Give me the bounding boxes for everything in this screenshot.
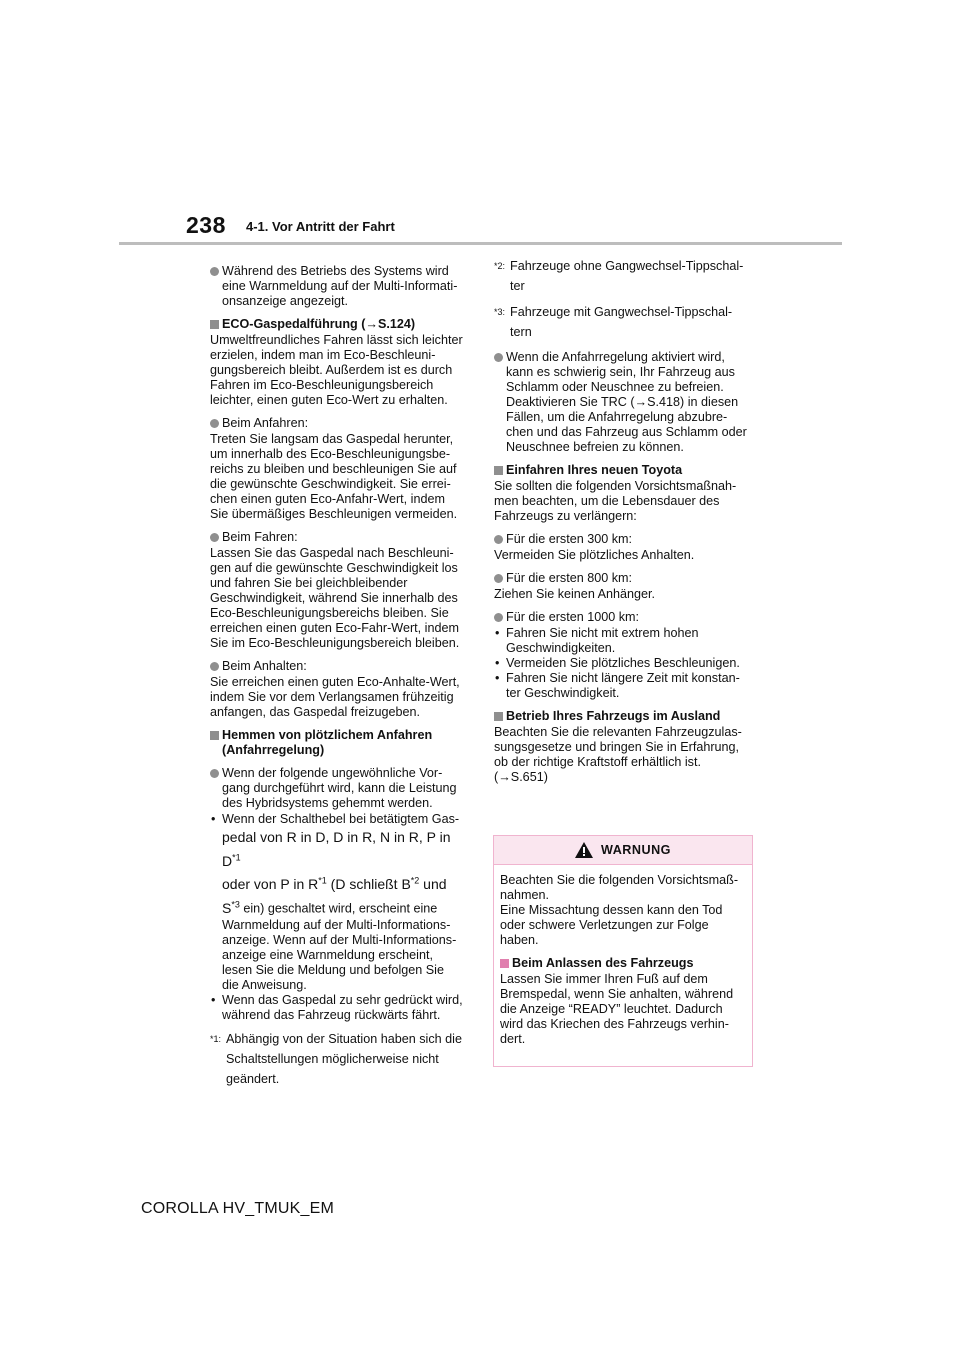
left-column — [210, 256, 468, 1093]
footnote-mark: *3: — [494, 307, 506, 317]
footnote — [210, 1029, 468, 1089]
bullet-item: Während des Betriebs des Systems wird eine Warnmeldung auf der Multi-Informati- onsanzeige angezeigt. — [210, 264, 468, 309]
footnote-text: Fahrzeuge mit Gangwechsel-Tippschal- tern — [510, 305, 733, 339]
footnote — [494, 302, 752, 342]
dash-text: und — [419, 876, 447, 893]
section-heading: ECO-Gaspedalführung (→S.124) — [210, 317, 468, 332]
footnote-ref: *1 — [232, 852, 241, 862]
page-number: 238 — [186, 212, 226, 238]
dash-text: oder von P in R — [222, 876, 319, 893]
section-heading: Hemmen von plötzlichem Anfahren (Anfahrregelung) — [210, 728, 468, 758]
paragraph: Treten Sie langsam das Gaspedal herunter, um innerhalb des Eco-Beschleunigungsbe- reichs zu bleiben und beschleunigen Sie auf die gewünschte Geschwindigkeit. Sie errei- chen einen guten Eco-Anfahr-Wert, indem Sie übermäßiges Beschleunigen vermeiden. — [210, 432, 458, 521]
dash-item: • Fahren Sie nicht längere Zeit mit konstan- ter Geschwindigkeit. — [494, 671, 752, 701]
dash-item: • Wenn das Gaspedal zu sehr gedrückt wird, während das Fahrzeug rückwärts fährt. — [210, 993, 468, 1023]
warning-header — [494, 836, 752, 865]
bullet-item: Für die ersten 300 km: — [494, 532, 752, 547]
dash-text: ein) geschaltet wird, erscheint eine Warnmeldung auf der Multi-Informations- anzeige. Wenn auf der Multi-Informations- anzeige eine Warnmeldung erscheint, lesen Sie die Meldung und befolgen Sie die Anweisung. — [222, 901, 457, 992]
footnote-mark: *1: — [210, 1033, 222, 1044]
bullet-item: Wenn die Anfahrregelung aktiviert wird, kann es schwierig sein, Ihr Fahrzeug aus Schlamm oder Neuschnee zu befreien. Deaktivieren Sie TRC (→S.418) in diesen Fällen, um die Anfahrregelung abzubre- chen und das Fahrzeug aus Schlamm oder Neuschnee befreien zu können. — [494, 350, 752, 455]
footnote-ref: *1 — [318, 875, 327, 886]
warning-section-heading: Beim Anlassen des Fahrzeugs — [500, 956, 746, 971]
footnote-text: Fahrzeuge ohne Gangwechsel-Tippschal- ter — [510, 259, 744, 293]
bullet-item: Beim Anfahren: — [210, 416, 468, 431]
warning-text: Lassen Sie immer Ihren Fuß auf dem Bremspedal, wenn Sie anhalten, während die Anzeige “READY” leuchtet. Dadurch wird das Kriechen des Fahrzeugs verhin- dert. — [500, 972, 734, 1046]
bullet-item: Beim Anhalten: — [210, 659, 468, 674]
paragraph: Sie sollten die folgenden Vorsichtsmaßnah- men beachten, um die Lebensdauer des Fahrzeugs zu verlängern: — [494, 479, 737, 523]
section-heading: Betrieb Ihres Fahrzeugs im Ausland — [494, 709, 752, 724]
dash-item — [210, 812, 468, 993]
warning-body — [494, 865, 752, 1047]
section-heading: Einfahren Ihres neuen Toyota — [494, 463, 752, 478]
header-divider — [119, 242, 842, 245]
warning-intro: Beachten Sie die folgenden Vorsichtsmaß- nahmen. Eine Missachtung dessen kann den Tod oder schwere Verletzungen zur Folge haben. — [500, 873, 739, 947]
footnote-mark: *2: — [494, 261, 506, 271]
paragraph: Sie erreichen einen guten Eco-Anhalte-Wert, indem Sie vor dem Verlangsamen frühzeitig anfangen, das Gaspedal freizugeben. — [210, 675, 460, 719]
paragraph: Ziehen Sie keinen Anhänger. — [494, 587, 656, 601]
dash-text: pedal von R in D, D in R, N in R, P in D — [222, 829, 451, 869]
bullet-item: Wenn der folgende ungewöhnliche Vor- gang durchgeführt wird, kann die Leistung des Hybridsystems gehemmt werden. — [210, 766, 468, 811]
dash-text: (D schließt B — [326, 876, 411, 893]
paragraph: Beachten Sie die relevanten Fahrzeugzulas- sungsgesetze und bringen Sie in Erfahrung, ob der richtige Kraftstoff erhältlich ist. (→S.651) — [494, 725, 742, 784]
footnote — [494, 256, 752, 296]
bullet-item: Für die ersten 800 km: — [494, 571, 752, 586]
dash-text: Wenn der Schalthebel bei betätigtem Gas- — [222, 812, 460, 826]
section-title: 4-1. Vor Antritt der Fahrt — [246, 219, 395, 234]
paragraph: Vermeiden Sie plötzliches Anhalten. — [494, 548, 695, 562]
paragraph: Lassen Sie das Gaspedal nach Beschleuni- gen auf die gewünschte Geschwindigkeit los und fahren Sie bei gleichbleibender Geschwindigkeit, während Sie innerhalb des Eco-Beschleunigungsbereichs bleiben. Sie erreichen einen guten Eco-Fahr-Wert, indem Sie im Eco-Beschleunigungsbereich bleiben. — [210, 546, 460, 650]
warning-triangle-icon — [575, 842, 593, 858]
dash-item: • Fahren Sie nicht mit extrem hohen Geschwindigkeiten. — [494, 626, 752, 656]
bullet-item: Beim Fahren: — [210, 530, 468, 545]
right-column — [494, 256, 752, 791]
dash-text: S — [222, 899, 232, 916]
warning-box — [493, 835, 753, 1067]
dash-item: • Vermeiden Sie plötzliches Beschleunigen. — [494, 656, 752, 671]
bullet-item: Für die ersten 1000 km: — [494, 610, 752, 625]
warning-title: WARNUNG — [601, 843, 671, 857]
paragraph: Umweltfreundliches Fahren lässt sich leichter erzielen, indem man im Eco-Beschleuni- gungsbereich bleibt. Außerdem ist es durch Fahren im Eco-Beschleunigungsbereich leichter, einen guten Eco-Wert zu erhalten. — [210, 333, 463, 407]
footer-text: COROLLA HV_TMUK_EM — [141, 1200, 334, 1217]
footnote-ref: *3 — [231, 899, 240, 910]
footnote-ref: *2 — [410, 875, 420, 886]
footnote-text: Abhängig von der Situation haben sich die Schaltstellungen möglicherweise nicht geändert. — [226, 1031, 462, 1086]
